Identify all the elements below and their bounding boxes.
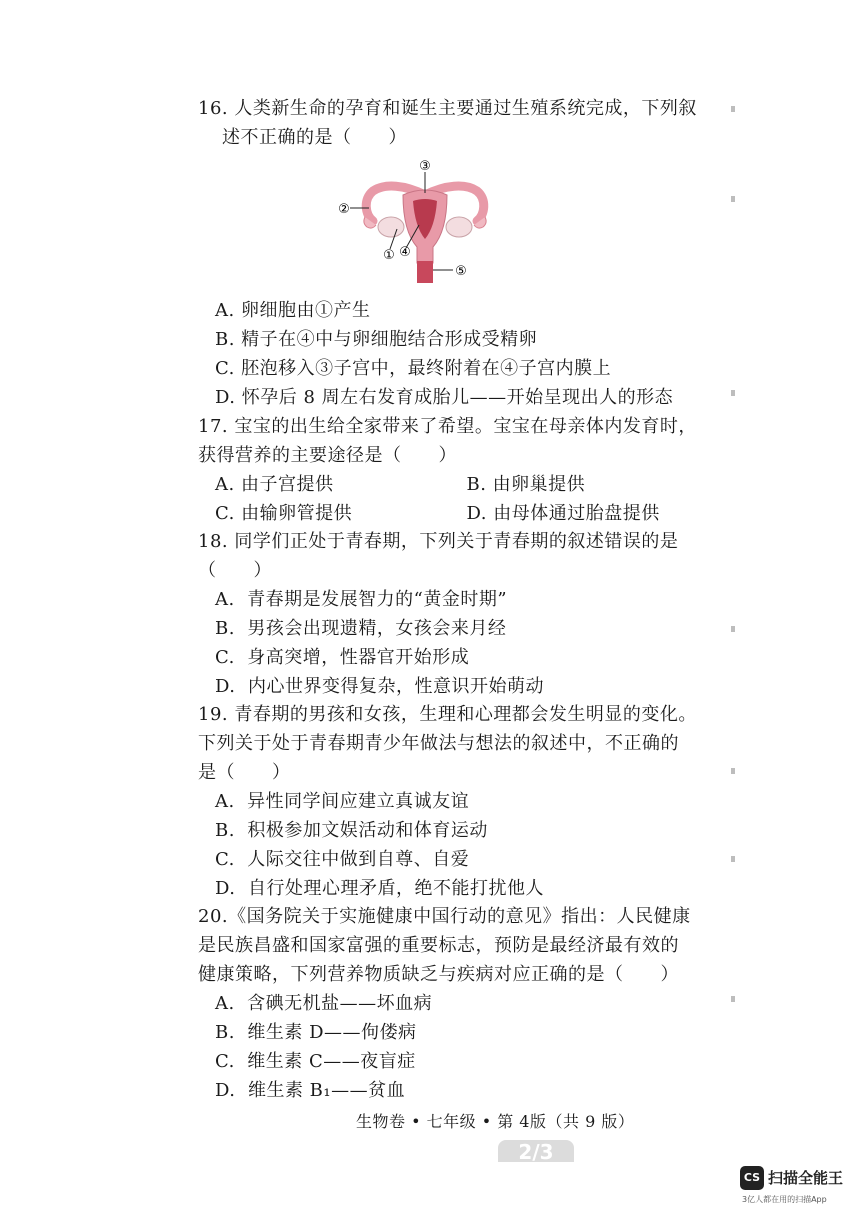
scanner-app-slogan: 3亿人都在用的扫描App (742, 1195, 827, 1204)
question-19-stem-line2: 下列关于处于青春期青少年做法与想法的叙述中，不正确的 (198, 733, 679, 754)
question-19-option-b: B. 积极参加文娱活动和体育运动 (215, 820, 488, 841)
question-16-stem-line1: 16. 人类新生命的孕育和诞生主要通过生殖系统完成，下列叙 (198, 98, 697, 119)
question-17-option-a: A. 由子宫提供 (215, 474, 334, 495)
question-18-option-a: A. 青春期是发展智力的“黄金时期” (215, 589, 508, 610)
question-20-stem-line3: 健康策略，下列营养物质缺乏与疾病对应正确的是（ ） (198, 964, 679, 985)
scan-edge-mark (731, 626, 735, 632)
page-indicator: 2/3 (498, 1140, 574, 1162)
question-18 (198, 527, 718, 701)
question-16-options (198, 296, 718, 412)
question-17-stem-line1: 17. 宝宝的出生给全家带来了希望。宝宝在母亲体内发育时， (198, 416, 697, 437)
question-16-option-d: D. 怀孕后 8 周左右发育成胎儿——开始呈现出人的形态 (215, 387, 674, 408)
question-20-option-a: A. 含碘无机盐——坏血病 (215, 993, 433, 1014)
figure-label-5: ⑤ (455, 264, 467, 279)
scan-edge-mark (731, 390, 735, 396)
figure-label-3: ③ (419, 159, 431, 174)
question-18-stem-line1: 18. 同学们正处于青春期，下列关于青春期的叙述错误的是 (198, 531, 679, 552)
question-18-option-c: C. 身高突增，性器官开始形成 (215, 647, 470, 668)
question-20-stem-line2: 是民族昌盛和国家富强的重要标志，预防是最经济最有效的 (198, 935, 679, 956)
question-18-option-b: B. 男孩会出现遗精，女孩会来月经 (215, 618, 507, 639)
question-17-stem-line2: 获得营养的主要途径是（ ） (198, 445, 457, 466)
question-19-option-a: A. 异性同学间应建立真诚友谊 (215, 791, 470, 812)
female-reproductive-system-figure (335, 155, 515, 290)
question-18-option-d: D. 内心世界变得复杂，性意识开始萌动 (215, 676, 544, 697)
question-17-option-b: B. 由卵巢提供 (466, 474, 586, 495)
question-18-stem-line2: （ ） (198, 560, 272, 581)
camscanner-logo-icon: CS (740, 1166, 764, 1190)
question-16-stem-line2 (198, 123, 718, 152)
question-19-stem-line3: 是（ ） (198, 762, 291, 783)
question-17-options-row1 (198, 470, 718, 499)
figure-label-1: ① (383, 248, 395, 263)
figure-label-4: ④ (399, 245, 411, 260)
left-ovary (378, 217, 404, 237)
right-ovary (446, 217, 472, 237)
question-17 (198, 412, 718, 528)
question-20 (198, 902, 718, 1105)
page-footer: 生物卷 • 七年级 • 第 4版（共 9 版） (356, 1112, 635, 1131)
question-20-option-c: C. 维生素 C——夜盲症 (215, 1051, 416, 1072)
question-19 (198, 700, 718, 903)
question-17-options-row2 (198, 499, 718, 528)
question-16-stem-line2-text: 述不正确的是（ ） (222, 127, 407, 148)
scan-edge-mark (731, 106, 735, 112)
question-17-option-c: C. 由输卵管提供 (215, 503, 353, 524)
scan-edge-mark (731, 768, 735, 774)
vagina (417, 261, 433, 283)
question-16 (198, 94, 718, 152)
question-20-option-d: D. 维生素 B₁——贫血 (215, 1080, 406, 1101)
scan-edge-mark (731, 196, 735, 202)
question-19-option-c: C. 人际交往中做到自尊、自爱 (215, 849, 470, 870)
question-20-stem-line1: 20.《国务院关于实施健康中国行动的意见》指出：人民健康 (198, 906, 691, 927)
question-16-option-c: C. 胚泡移入③子宫中，最终附着在④子宫内膜上 (215, 358, 612, 379)
scan-edge-mark (731, 856, 735, 862)
question-17-option-d: D. 由母体通过胎盘提供 (466, 503, 660, 524)
question-16-option-a: A. 卵细胞由①产生 (215, 300, 371, 321)
scanner-app-name: 扫描全能王 (768, 1169, 844, 1187)
question-19-option-d: D. 自行处理心理矛盾，绝不能打扰他人 (215, 878, 544, 899)
question-20-option-b: B. 维生素 D——佝偻病 (215, 1022, 417, 1043)
question-19-stem-line1: 19. 青春期的男孩和女孩，生理和心理都会发生明显的变化。 (198, 704, 697, 725)
scan-edge-mark (731, 996, 735, 1002)
question-16-option-b: B. 精子在④中与卵细胞结合形成受精卵 (215, 329, 538, 350)
figure-label-2: ② (338, 202, 350, 217)
